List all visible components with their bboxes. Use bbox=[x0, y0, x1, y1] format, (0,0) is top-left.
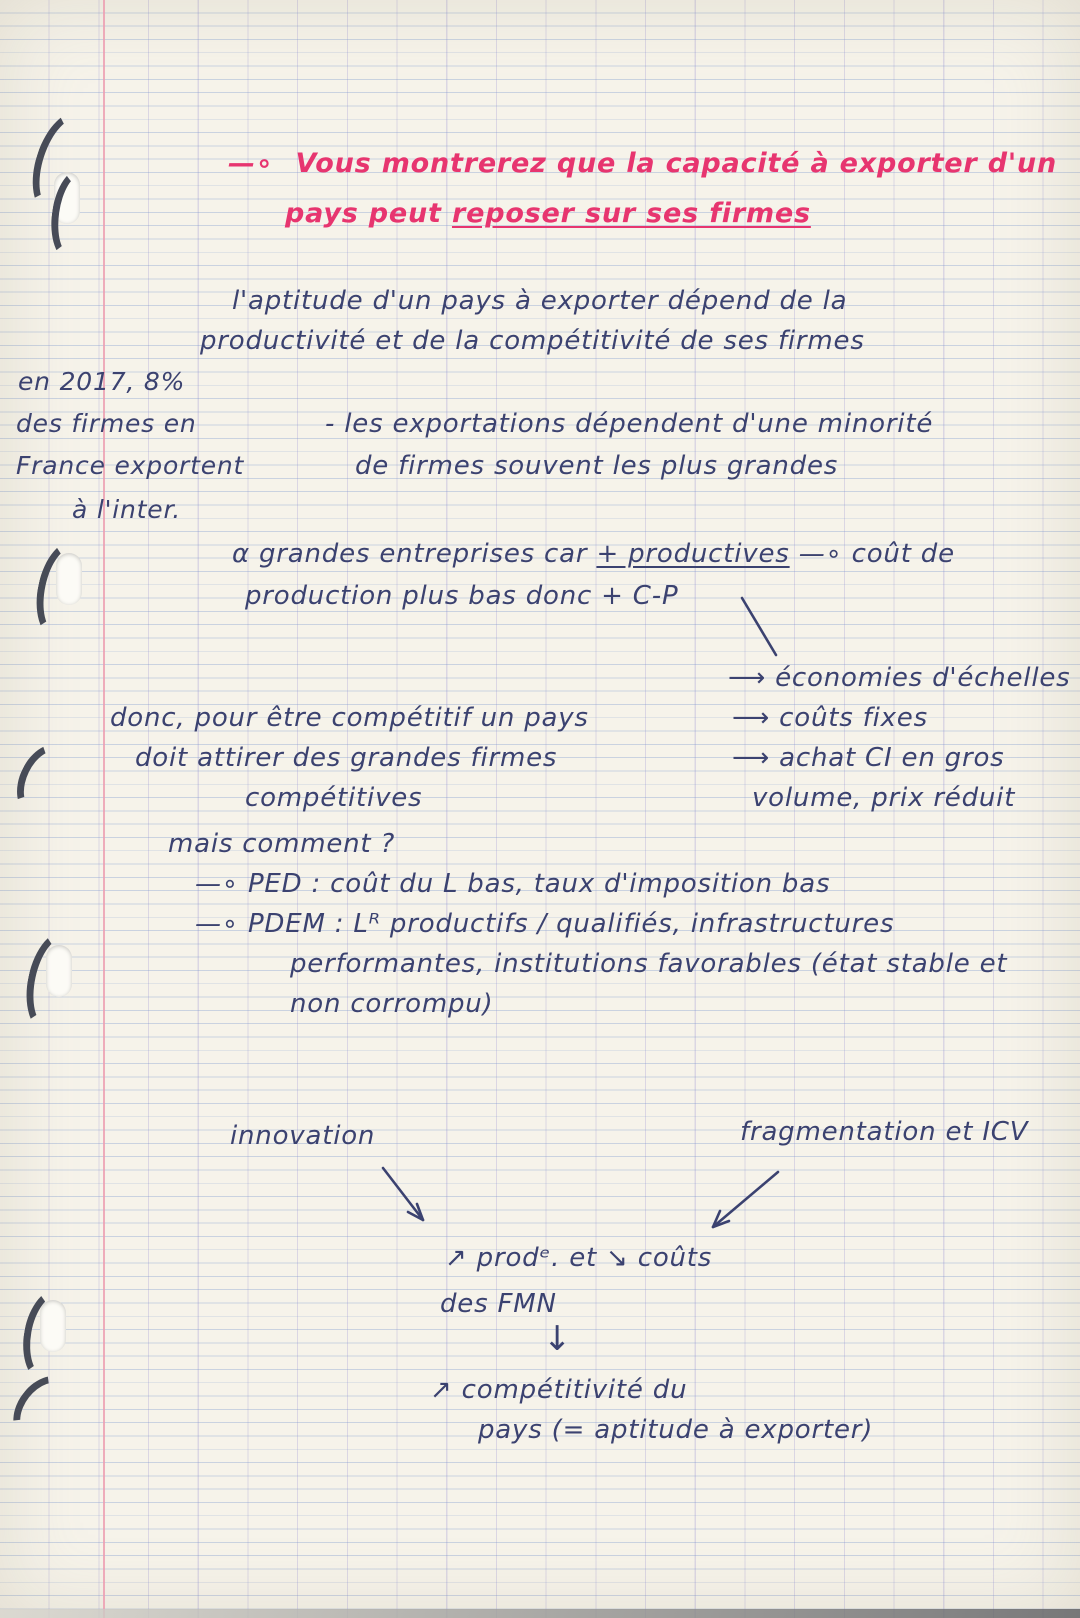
conclusion-line-1: donc, pour être compétitif un pays bbox=[110, 703, 589, 733]
binder-ring-icon bbox=[16, 1284, 88, 1388]
diagram-center-1: ↗ prodᵉ. et ↘ coûts bbox=[445, 1243, 713, 1273]
effect-couts-fixes: ⟶ coûts fixes bbox=[732, 703, 928, 733]
heading-text-1: Vous montrerez que la capacité à exporter d'un bbox=[295, 148, 1057, 179]
diagram-result-2: pays (= aptitude à exporter) bbox=[478, 1415, 874, 1445]
alpha-underlined: + productives bbox=[596, 539, 790, 569]
heading-line-1 bbox=[228, 148, 1057, 179]
binder-ring-icon bbox=[28, 535, 102, 644]
page-bottom-edge bbox=[0, 1609, 1080, 1618]
diagram-label-innovation: innovation bbox=[230, 1121, 376, 1151]
intro-line-2: productivité et de la compétitivité de ses firmes bbox=[200, 326, 865, 356]
alpha-line-1 bbox=[232, 540, 955, 570]
margin-rule-line bbox=[103, 0, 105, 1618]
conclusion-line-2: doit attirer des grandes firmes bbox=[135, 743, 558, 773]
effect-achat-ci-2: volume, prix réduit bbox=[752, 783, 1016, 813]
intro-line-1: l'aptitude d'un pays à exporter dépend de la bbox=[232, 286, 848, 316]
answer-pdem-2: performantes, institutions favorables (état stable et bbox=[290, 949, 1008, 979]
binder-ring-icon bbox=[18, 925, 94, 1038]
down-arrow-icon: ↓ bbox=[543, 1319, 573, 1359]
arrow-right-icon: —∘ bbox=[228, 148, 274, 179]
heading-text-2-underlined: reposer sur ses firmes bbox=[451, 198, 811, 229]
innovation-arrow-line bbox=[383, 1168, 423, 1220]
innovation-arrow-head bbox=[408, 1204, 423, 1220]
conclusion-question: mais comment ? bbox=[168, 829, 396, 859]
fragmentation-arrow-line bbox=[713, 1172, 778, 1227]
minority-line-1: - les exportations dépendent d'une minorité bbox=[325, 409, 934, 439]
binder-ring-icon bbox=[1, 1364, 88, 1454]
margin-note-line-2: des firmes en bbox=[16, 409, 197, 438]
answer-pdem-3: non corrompu) bbox=[290, 989, 494, 1019]
diagram-label-fragmentation: fragmentation et ICV bbox=[740, 1117, 1029, 1147]
fragmentation-arrow-head bbox=[713, 1211, 729, 1227]
conclusion-line-3: compétitives bbox=[245, 783, 423, 813]
cp-to-effects-stroke bbox=[742, 598, 776, 655]
margin-note-line-4: à l'inter. bbox=[72, 495, 181, 524]
effect-economies: ⟶ économies d'échelles bbox=[728, 663, 1071, 693]
alpha-suffix: —∘ coût de bbox=[789, 539, 955, 569]
effect-achat-ci: ⟶ achat CI en gros bbox=[732, 743, 1005, 773]
minority-line-2: de firmes souvent les plus grandes bbox=[355, 451, 839, 481]
margin-note-line-1: en 2017, 8% bbox=[18, 367, 186, 396]
alpha-line-2: production plus bas donc + C-P bbox=[245, 581, 679, 611]
margin-note-line-3: France exportent bbox=[16, 451, 245, 480]
binder-ring-icon bbox=[6, 735, 84, 825]
answer-ped: —∘ PED : coût du L bas, taux d'imposition bas bbox=[195, 869, 831, 899]
diagram-center-2: des FMN bbox=[440, 1289, 557, 1319]
heading-text-2-plain: pays peut bbox=[285, 198, 452, 229]
answer-pdem-1: —∘ PDEM : Lᴿ productifs / qualifiés, infrastructures bbox=[195, 909, 895, 939]
alpha-prefix: α grandes entreprises car bbox=[232, 539, 597, 569]
diagram-result-1: ↗ compétitivité du bbox=[430, 1375, 688, 1405]
heading-line-2 bbox=[285, 198, 811, 229]
